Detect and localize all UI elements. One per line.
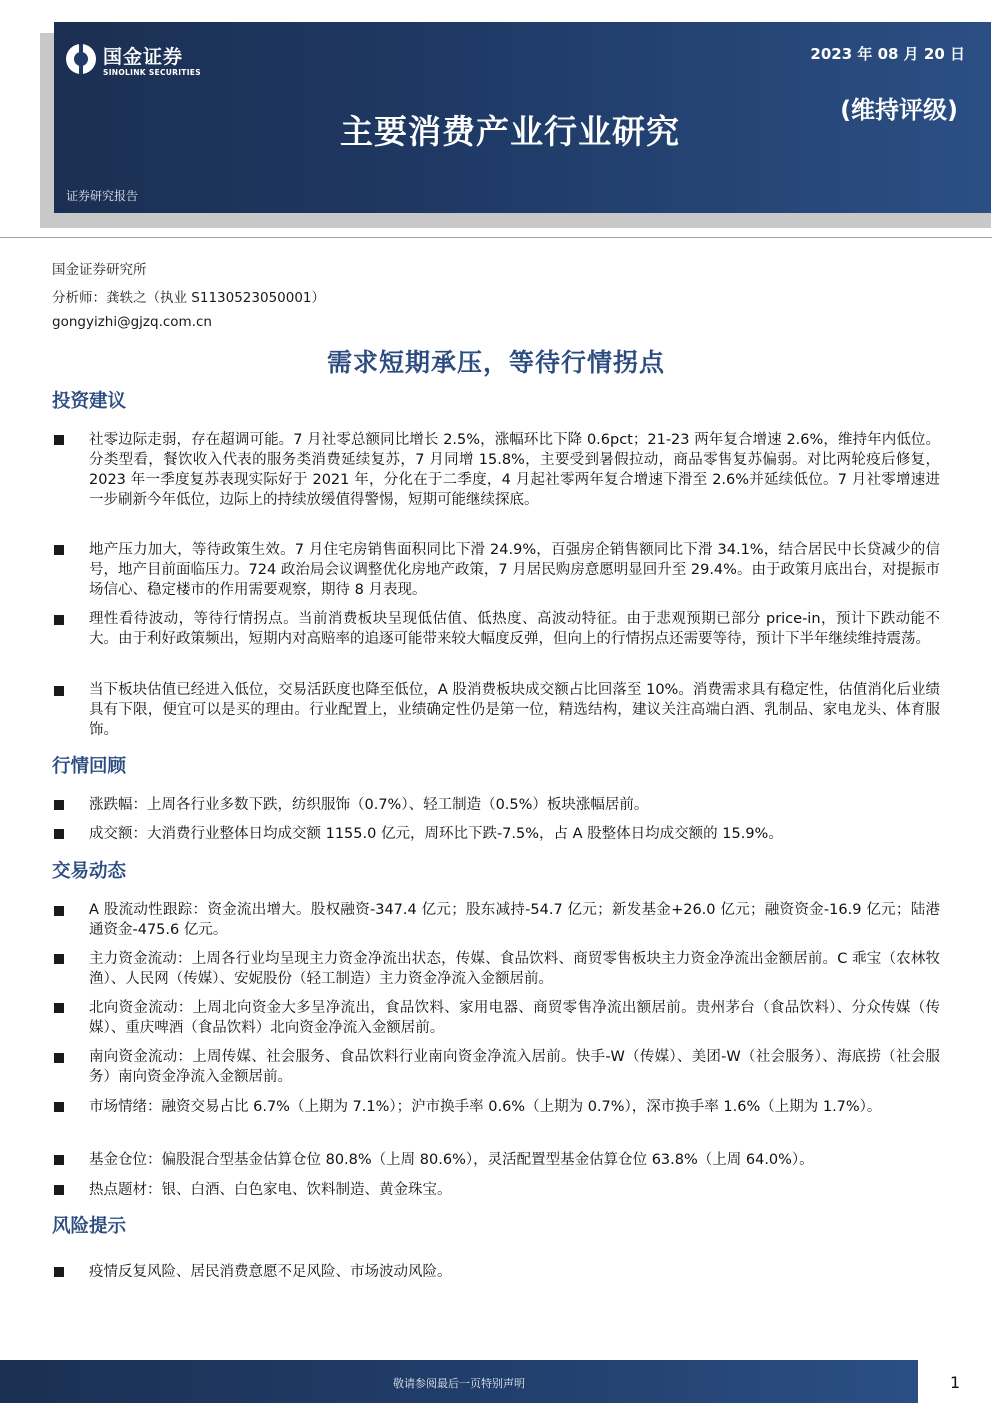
- list-item: 基金仓位：偏股混合型基金估算仓位 80.8%（上周 80.6%），灵活配置型基金估算仓位 63.8%（上周 64.0%）。: [89, 1152, 814, 1168]
- header-divider: [0, 237, 992, 238]
- bullet-icon: [54, 800, 64, 810]
- bullet-icon: [54, 906, 64, 916]
- report-title: 主要消费产业行业研究: [340, 112, 680, 151]
- logo-english-name: SINOLINK SECURITIES: [103, 68, 201, 77]
- disclaimer-note: 敬请参阅最后一页特别声明: [393, 1377, 525, 1390]
- page-number: 1: [950, 1373, 961, 1392]
- logo-icon: [66, 44, 96, 74]
- report-date: 2023 年 08 月 20 日: [810, 45, 965, 63]
- section-title-market-review: 行情回顾: [52, 756, 127, 777]
- list-item: 北向资金流动：上周北向资金大多呈净流出，食品饮料、家用电器、商贸零售净流出额居前。贵州茅台（食品饮料）、分众传媒（传媒）、重庆啤酒（食品饮料）北向资金净流入金额居前。: [89, 1000, 940, 1036]
- list-item: 当下板块估值已经进入低位，交易活跃度也降至低位，A 股消费板块成交额占比回落至 10%。消费需求具有稳定性，估值消化后业绩具有下限，便宜可以是买的理由。行业配置上，业绩确定性仍是第一位，精选结构，建议关注高端白酒、乳制品、家电龙头、体育服饰。: [89, 682, 940, 738]
- section-title-risk-warning: 风险提示: [52, 1216, 127, 1237]
- bullet-icon: [54, 545, 64, 555]
- list-item: 热点题材：银、白酒、白色家电、饮料制造、黄金珠宝。: [89, 1182, 452, 1198]
- bullet-icon: [54, 829, 64, 839]
- bullet-icon: [54, 435, 64, 445]
- report-type: 证券研究报告: [66, 189, 139, 203]
- list-item: 市场情绪：融资交易占比 6.7%（上期为 7.1%）；沪市换手率 0.6%（上期为 0.7%），深市换手率 1.6%（上期为 1.7%）。: [89, 1099, 882, 1115]
- company-logo: [66, 42, 211, 82]
- list-item: 涨跌幅：上周各行业多数下跌，纺织服饰（0.7%）、轻工制造（0.5%）板块涨幅居前。: [89, 797, 649, 813]
- logo-chinese-name: 国金证券: [103, 46, 184, 68]
- section-title-investment-advice: 投资建议: [52, 391, 127, 412]
- report-header: [54, 22, 991, 213]
- list-item: A 股流动性跟踪：资金流出增大。股权融资-347.4 亿元；股东减持-54.7 亿元；新发基金+26.0 亿元；融资资金-16.9 亿元；陆港通资金-475.6 亿元。: [89, 902, 940, 938]
- bullet-icon: [54, 1053, 64, 1063]
- rating-label: (维持评级): [840, 96, 958, 124]
- list-item: 主力资金流动：上周各行业均呈现主力资金净流出状态，传媒、食品饮料、商贸零售板块主力资金净流出金额居前。C 乖宝（农林牧渔）、人民网（传媒）、安妮股份（轻工制造）主力资金净流入金额居前。: [89, 951, 940, 987]
- list-item: 社零边际走弱，存在超调可能。7 月社零总额同比增长 2.5%，涨幅环比下降 0.6pct；21-23 两年复合增速 2.6%，维持年内低位。分类型看，餐饮收入代表的服务类消费延续复苏，7 月同增 15.8%，主要受到暑假拉动，商品零售复苏偏弱。对比两轮疫后修复，2023 年一季度复苏表现实际好于 2021 年，分化在于二季度，4 月起社零两年复合增速下滑至 2.6%并延续低位。7 月社零增速进一步刷新今年低位，边际上的持续放缓值得警惕，短期可能继续探底。: [89, 432, 940, 508]
- analyst-email[interactable]: gongyizhi@gjzq.com.cn: [52, 314, 212, 330]
- bullet-icon: [54, 1185, 64, 1195]
- bullet-icon: [54, 1003, 64, 1013]
- bullet-icon: [54, 1155, 64, 1165]
- list-item: 理性看待波动，等待行情拐点。当前消费板块呈现低估值、低热度、高波动特征。由于悲观预期已部分 price-in，预计下跌动能不大。由于利好政策频出，短期内对高赔率的追逐可能带来较大幅度反弹，但向上的行情拐点还需要等待，预计下半年继续维持震荡。: [89, 611, 940, 647]
- list-item: 南向资金流动：上周传媒、社会服务、食品饮料行业南向资金净流入居前。快手-W（传媒）、美团-W（社会服务）、海底捞（社会服务）南向资金净流入金额居前。: [89, 1049, 940, 1085]
- bullet-icon: [54, 686, 64, 696]
- bullet-icon: [54, 615, 64, 625]
- list-item: 疫情反复风险、居民消费意愿不足风险、市场波动风险。: [89, 1264, 452, 1280]
- bullet-icon: [54, 1267, 64, 1277]
- section-title-trading-dynamics: 交易动态: [52, 861, 127, 882]
- bullet-icon: [54, 954, 64, 964]
- list-item: 成交额：大消费行业整体日均成交额 1155.0 亿元，周环比下跌-7.5%，占 A 股整体日均成交额的 15.9%。: [89, 826, 783, 842]
- bullet-icon: [54, 1102, 64, 1112]
- analyst-line: 分析师：龚轶之（执业 S1130523050001）: [52, 290, 326, 306]
- institute-name: 国金证券研究所: [52, 262, 147, 278]
- list-item: 地产压力加大，等待政策生效。7 月住宅房销售面积同比下滑 24.9%，百强房企销售额同比下滑 34.1%，结合居民中长贷减少的信号，地产目前面临压力。724 政治局会议调整优化房地产政策，7 月居民购房意愿明显回升至 29.4%。由于政策月底出台，对提振市场信心、稳定楼市的作用需要观察，期待 8 月表现。: [89, 542, 940, 598]
- report-headline: 需求短期承压，等待行情拐点: [326, 348, 665, 377]
